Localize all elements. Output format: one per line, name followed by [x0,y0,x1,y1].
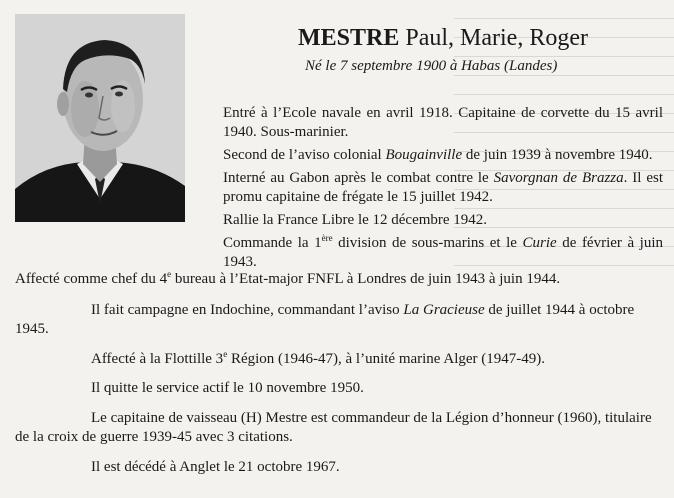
ship-name: La Gracieuse [403,302,485,318]
given-names: Paul, Marie, Roger [405,25,588,51]
surname: MESTRE [298,25,400,51]
portrait-photo [15,14,185,222]
person-name [298,24,658,52]
bio-paragraph: Rallie la France Libre le 12 décembre 1942. [223,212,488,228]
bio-paragraph: Second de l’aviso colonial Bougainville de juin 1939 à novembre 1940. [223,147,653,163]
bio-paragraph: Il quitte le service actif le 10 novembre 1950. [91,380,364,396]
bio-paragraph: Commande la 1ère division de sous-marins et le Curie de février à juin 1943. [223,233,663,270]
bio-paragraph: Le capitaine de vaisseau (H) Mestre est commandeur de la Légion d’honneur (1960), titulaire de la croix de guerre 1939-45 avec 3 citations. [15,410,652,445]
bio-column [223,104,663,276]
bio-paragraph: Il fait campagne en Indochine, commandant l’aviso La Gracieuse de juillet 1944 à octobre 1945. [15,302,635,337]
ship-name: Savorgnan de Brazza [493,170,624,186]
bio-paragraph: Entré à l’Ecole navale en avril 1918. Capitaine de corvette du 15 avril 1940. Sous-marinier. [223,105,663,140]
bio-paragraph: Interné au Gabon après le combat contre le Savorgnan de Brazza. Il est promu capitaine de frégate le 15 juillet 1942. [223,170,663,205]
birth-line: Né le 7 septembre 1900 à Habas (Landes) [305,58,558,74]
bio-paragraph: Affecté à la Flottille 3e Région (1946-47), à l’unité marine Alger (1947-49). [91,349,546,367]
ship-name: Curie [522,235,557,251]
bio-paragraph: Il est décédé à Anglet le 21 octobre 1967. [91,459,340,475]
bio-paragraph: Affecté comme chef du 4e bureau à l’Etat-major FNFL à Londres de juin 1943 à juin 1944. [15,269,561,287]
ship-name: Bougainville [385,147,463,163]
